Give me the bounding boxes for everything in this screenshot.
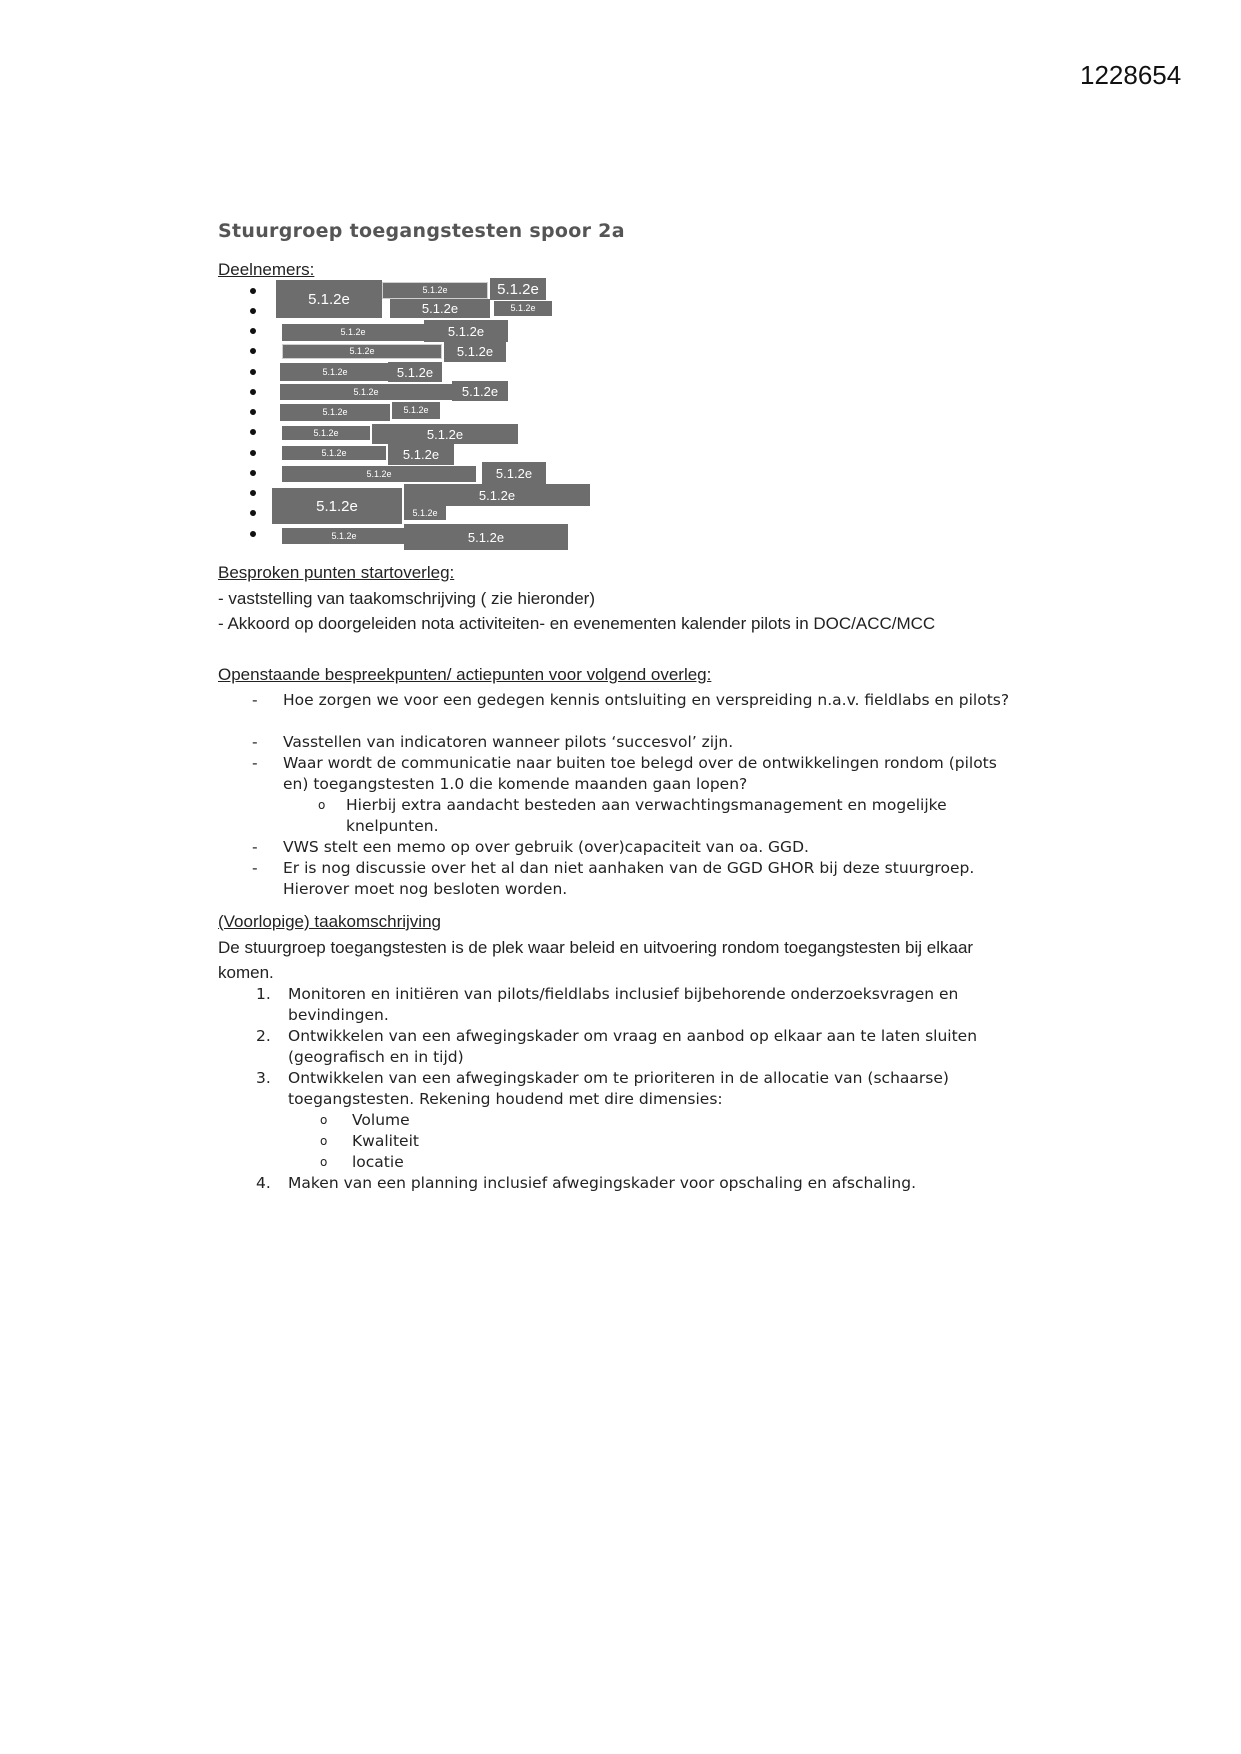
redaction-box: 5.1.2e	[424, 320, 508, 342]
list-bullet	[250, 490, 256, 496]
discussed-item: - Akkoord op doorgeleiden nota activiteiten- en evenementen kalender pilots in DOC/ACC/MCC	[218, 614, 936, 633]
redaction-box: 5.1.2e	[452, 381, 508, 401]
participants-heading: Deelnemers:	[218, 260, 315, 279]
tasks-heading: (Voorlopige) taakomschrijving	[218, 912, 441, 931]
open-points-heading: Openstaande bespreekpunten/ actiepunten voor volgend overleg:	[218, 665, 712, 684]
redaction-box: 5.1.2e	[390, 299, 490, 318]
document-number: 1228654	[1080, 60, 1182, 90]
redaction-box: 5.1.2e	[444, 340, 506, 362]
list-bullet	[250, 450, 256, 456]
redaction-box: 5.1.2e	[282, 426, 370, 440]
redaction-box: 5.1.2e	[404, 506, 446, 520]
redaction-box: 5.1.2e	[282, 324, 424, 341]
redaction-box: 5.1.2e	[280, 363, 390, 381]
list-bullet	[250, 409, 256, 415]
redaction-box: 5.1.2e	[282, 528, 406, 544]
redaction-box: 5.1.2e	[276, 280, 382, 318]
tasks-intro: De stuurgroep toegangstesten is de plek waar beleid en uitvoering rondom toegangstesten bij elkaar komen.	[218, 938, 974, 982]
redaction-box: 5.1.2e	[404, 524, 568, 550]
redaction-box: 5.1.2e	[372, 424, 518, 444]
redaction-box: 5.1.2e	[282, 446, 386, 460]
list-bullet	[250, 328, 256, 334]
redaction-box: 5.1.2e	[282, 344, 442, 359]
list-bullet	[250, 389, 256, 395]
redaction-box: 5.1.2e	[490, 278, 546, 300]
document-title: Stuurgroep toegangstesten spoor 2a	[218, 220, 625, 242]
redaction-box: 5.1.2e	[388, 443, 454, 465]
list-bullet	[250, 288, 256, 294]
redaction-box: 5.1.2e	[494, 301, 552, 316]
redaction-box: 5.1.2e	[272, 488, 402, 524]
redaction-box: 5.1.2e	[404, 484, 590, 506]
list-bullet	[250, 369, 256, 375]
redaction-box: 5.1.2e	[482, 462, 546, 484]
redaction-box: 5.1.2e	[382, 282, 488, 299]
list-bullet	[250, 429, 256, 435]
redaction-box: 5.1.2e	[392, 402, 440, 419]
redaction-box: 5.1.2e	[280, 404, 390, 421]
discussed-heading: Besproken punten startoverleg:	[218, 563, 455, 582]
discussed-item: - vaststelling van taakomschrijving ( zie hieronder)	[218, 589, 595, 608]
redaction-box: 5.1.2e	[280, 384, 452, 400]
list-bullet	[250, 470, 256, 476]
list-bullet	[250, 308, 256, 314]
redaction-box: 5.1.2e	[282, 466, 476, 482]
redaction-box: 5.1.2e	[388, 362, 442, 382]
list-bullet	[250, 510, 256, 516]
list-bullet	[250, 531, 256, 537]
list-bullet	[250, 348, 256, 354]
